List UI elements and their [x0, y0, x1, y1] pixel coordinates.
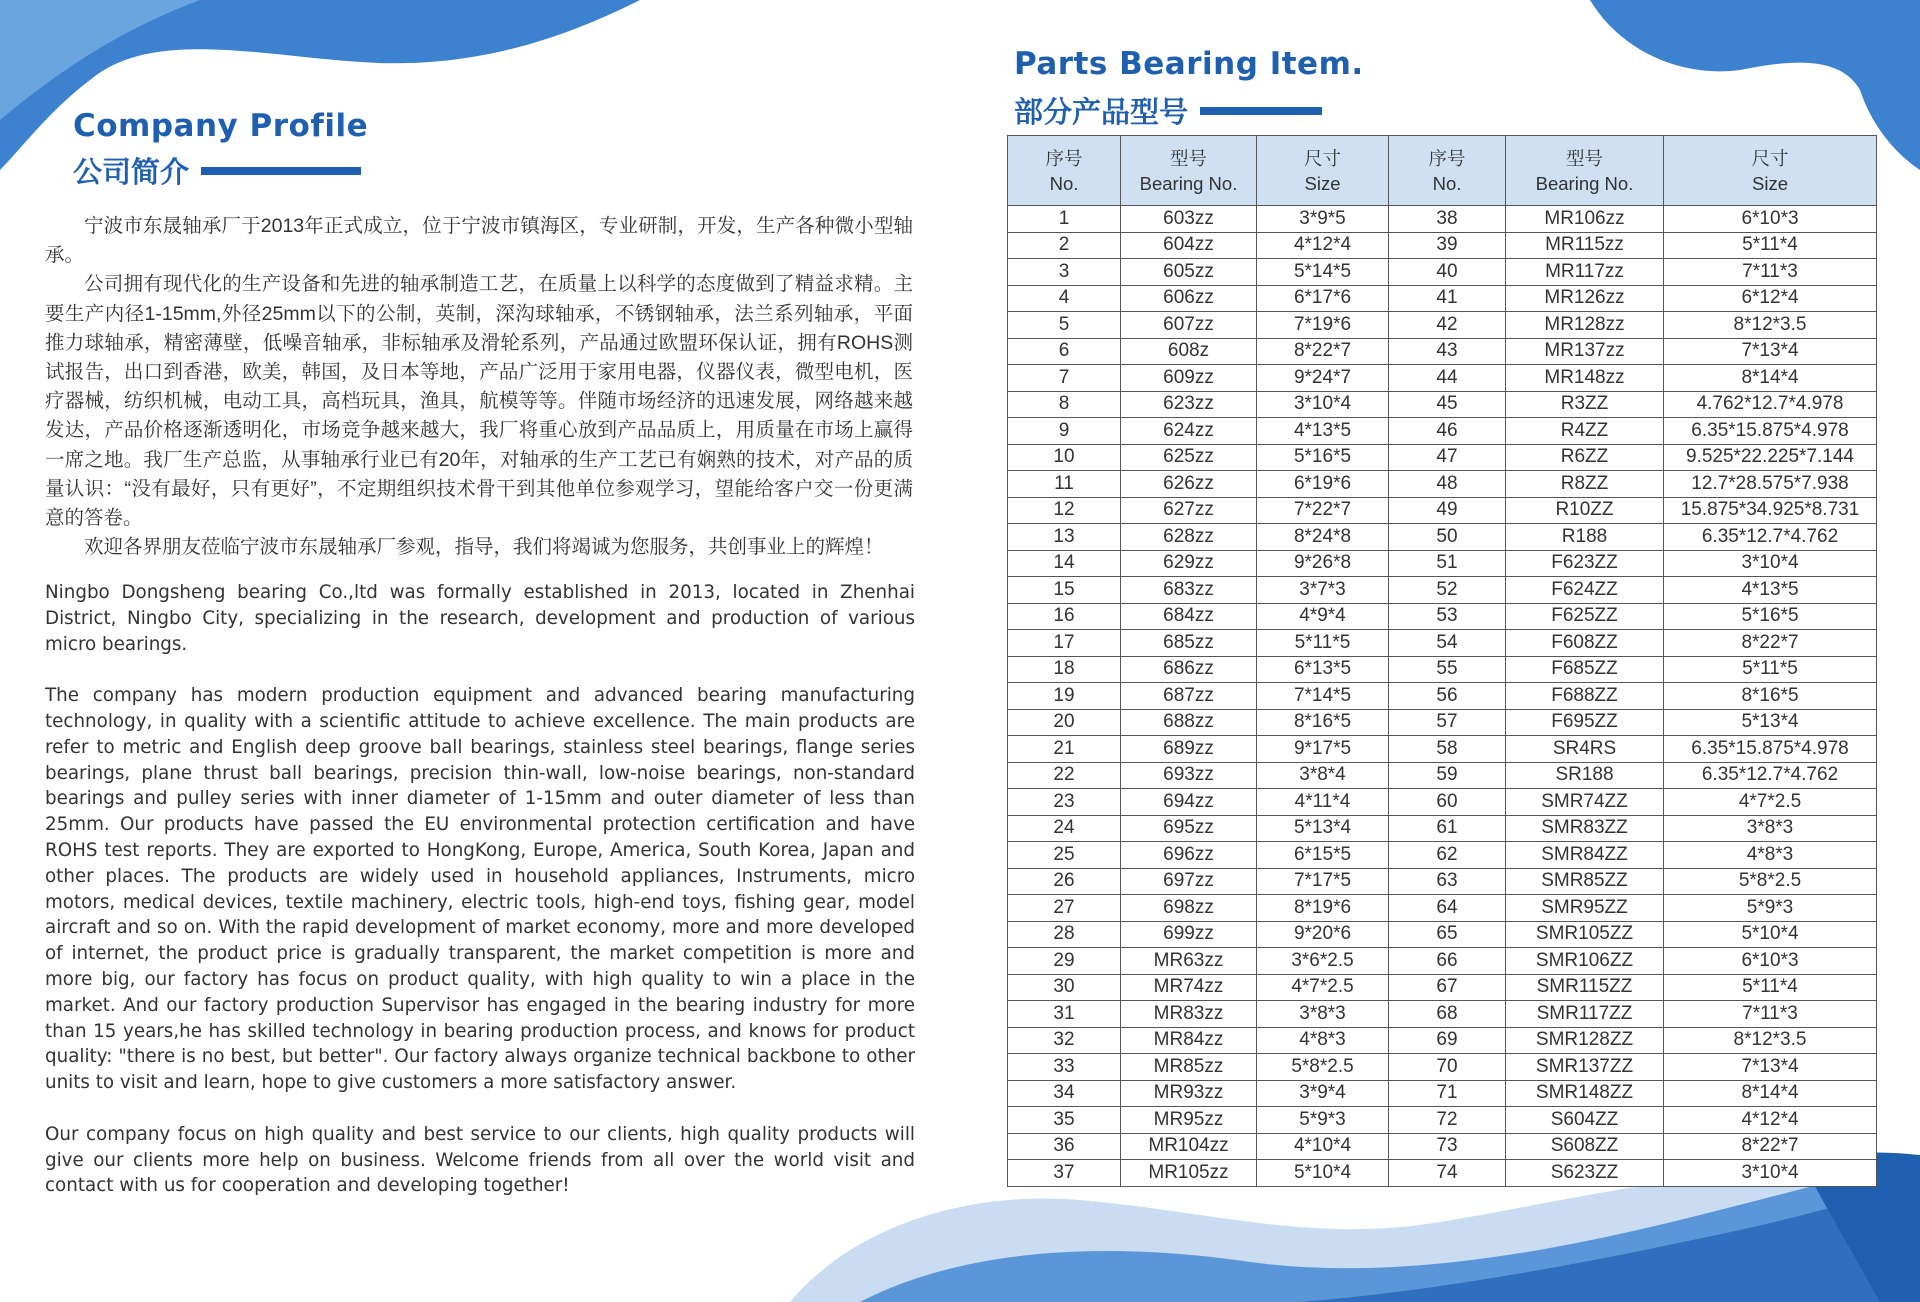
bearing-number-cell: 629zz	[1121, 550, 1257, 577]
bearing-size-cell: 4*13*5	[1664, 577, 1877, 604]
bearing-size-cell: 8*22*7	[1664, 1133, 1877, 1160]
column-header	[1506, 136, 1664, 206]
company-profile-title-cn-text: 公司简介	[73, 157, 190, 189]
row-number-cell: 63	[1389, 868, 1506, 895]
table-row	[1008, 1027, 1877, 1054]
row-number-cell: 30	[1008, 974, 1121, 1001]
bearing-number-cell: S608ZZ	[1506, 1133, 1664, 1160]
table-row	[1008, 815, 1877, 842]
title-underline-bar	[1200, 107, 1322, 115]
column-header-cn: 型号	[1169, 147, 1207, 169]
row-number-cell: 19	[1008, 683, 1121, 710]
bearing-number-cell: 685zz	[1121, 630, 1257, 657]
table-row	[1008, 603, 1877, 630]
table-row	[1008, 418, 1877, 445]
row-number-cell: 65	[1389, 921, 1506, 948]
table-row	[1008, 259, 1877, 286]
row-number-cell: 59	[1389, 762, 1506, 789]
row-number-cell: 37	[1008, 1160, 1121, 1187]
bearing-number-cell: 628zz	[1121, 524, 1257, 551]
row-number-cell: 66	[1389, 948, 1506, 975]
bearing-size-cell: 3*8*3	[1257, 1001, 1389, 1028]
row-number-cell: 24	[1008, 815, 1121, 842]
bearing-number-cell: SMR85ZZ	[1506, 868, 1664, 895]
bearing-number-cell: SR188	[1506, 762, 1664, 789]
bearing-size-cell: 5*13*4	[1664, 709, 1877, 736]
row-number-cell: 60	[1389, 789, 1506, 816]
bearing-size-cell: 6.35*12.7*4.762	[1664, 762, 1877, 789]
en-paragraph: Ningbo Dongsheng bearing Co.,ltd was formally established in 2013, located in Zhenhai District, Ningbo City, specializing in the research, development and production of various micro bearings.	[45, 582, 915, 655]
table-row	[1008, 524, 1877, 551]
bearing-number-cell: SMR83ZZ	[1506, 815, 1664, 842]
bearing-size-cell: 8*22*7	[1257, 338, 1389, 365]
row-number-cell: 5	[1008, 312, 1121, 339]
bearing-size-cell: 6*15*5	[1257, 842, 1389, 869]
bearing-number-cell: 624zz	[1121, 418, 1257, 445]
row-number-cell: 1	[1008, 206, 1121, 233]
bearing-size-cell: 3*7*3	[1257, 577, 1389, 604]
row-number-cell: 64	[1389, 895, 1506, 922]
row-number-cell: 62	[1389, 842, 1506, 869]
table-body	[1008, 206, 1877, 1187]
bearing-number-cell: MR84zz	[1121, 1027, 1257, 1054]
bearing-size-cell: 7*11*3	[1664, 1001, 1877, 1028]
row-number-cell: 36	[1008, 1133, 1121, 1160]
row-number-cell: 20	[1008, 709, 1121, 736]
bearing-size-cell: 4*11*4	[1257, 789, 1389, 816]
row-number-cell: 44	[1389, 365, 1506, 392]
bearing-size-cell: 7*13*4	[1664, 338, 1877, 365]
row-number-cell: 52	[1389, 577, 1506, 604]
bearing-size-cell: 7*13*4	[1664, 1054, 1877, 1081]
table-row	[1008, 365, 1877, 392]
bearing-size-cell: 8*12*3.5	[1664, 312, 1877, 339]
bearing-size-cell: 3*10*4	[1664, 550, 1877, 577]
bearing-size-cell: 9*17*5	[1257, 736, 1389, 763]
bearing-number-cell: MR95zz	[1121, 1107, 1257, 1134]
row-number-cell: 39	[1389, 232, 1506, 259]
table-row	[1008, 1054, 1877, 1081]
table-row	[1008, 762, 1877, 789]
bearing-size-cell: 9.525*22.225*7.144	[1664, 444, 1877, 471]
row-number-cell: 74	[1389, 1160, 1506, 1187]
table-row	[1008, 974, 1877, 1001]
bearing-size-cell: 5*8*2.5	[1664, 868, 1877, 895]
table-row	[1008, 391, 1877, 418]
parts-title-cn	[1014, 90, 1322, 131]
bearing-size-cell: 4*12*4	[1664, 1107, 1877, 1134]
row-number-cell: 41	[1389, 285, 1506, 312]
bearing-size-cell: 3*10*4	[1664, 1160, 1877, 1187]
row-number-cell: 13	[1008, 524, 1121, 551]
bearing-size-cell: 7*19*6	[1257, 312, 1389, 339]
bearing-size-cell: 5*16*5	[1664, 603, 1877, 630]
bearing-size-cell: 5*9*3	[1664, 895, 1877, 922]
bearing-size-cell: 8*14*4	[1664, 1080, 1877, 1107]
column-header-en: No.	[1049, 172, 1079, 194]
row-number-cell: 31	[1008, 1001, 1121, 1028]
row-number-cell: 18	[1008, 656, 1121, 683]
row-number-cell: 21	[1008, 736, 1121, 763]
bearing-size-cell: 9*26*8	[1257, 550, 1389, 577]
column-header	[1257, 136, 1389, 206]
bearing-number-cell: F623ZZ	[1506, 550, 1664, 577]
bearing-number-cell: F624ZZ	[1506, 577, 1664, 604]
bearing-number-cell: MR63zz	[1121, 948, 1257, 975]
bearing-number-cell: S604ZZ	[1506, 1107, 1664, 1134]
bearing-size-cell: 6*19*6	[1257, 471, 1389, 498]
row-number-cell: 70	[1389, 1054, 1506, 1081]
bearing-number-cell: 688zz	[1121, 709, 1257, 736]
row-number-cell: 27	[1008, 895, 1121, 922]
bearing-size-cell: 4*12*4	[1257, 232, 1389, 259]
bearing-number-cell: 608z	[1121, 338, 1257, 365]
row-number-cell: 51	[1389, 550, 1506, 577]
bearing-size-cell: 6*13*5	[1257, 656, 1389, 683]
row-number-cell: 4	[1008, 285, 1121, 312]
row-number-cell: 26	[1008, 868, 1121, 895]
bearing-number-cell: F608ZZ	[1506, 630, 1664, 657]
bearing-number-cell: 627zz	[1121, 497, 1257, 524]
bearing-number-cell: R10ZZ	[1506, 497, 1664, 524]
title-underline-bar	[201, 167, 361, 175]
bearing-number-cell: MR128zz	[1506, 312, 1664, 339]
row-number-cell: 33	[1008, 1054, 1121, 1081]
row-number-cell: 3	[1008, 259, 1121, 286]
bearing-size-cell: 4*8*3	[1664, 842, 1877, 869]
bearing-number-cell: MR85zz	[1121, 1054, 1257, 1081]
bearing-number-cell: 687zz	[1121, 683, 1257, 710]
bearing-number-cell: MR104zz	[1121, 1133, 1257, 1160]
row-number-cell: 8	[1008, 391, 1121, 418]
bearing-size-cell: 9*20*6	[1257, 921, 1389, 948]
bearing-size-cell: 5*16*5	[1257, 444, 1389, 471]
row-number-cell: 35	[1008, 1107, 1121, 1134]
bearing-size-cell: 7*11*3	[1664, 259, 1877, 286]
column-header-en: Bearing No.	[1139, 172, 1238, 194]
table-row	[1008, 1160, 1877, 1187]
table-row	[1008, 736, 1877, 763]
bearing-number-cell: MR93zz	[1121, 1080, 1257, 1107]
bearing-number-cell: S623ZZ	[1506, 1160, 1664, 1187]
row-number-cell: 72	[1389, 1107, 1506, 1134]
table-row	[1008, 471, 1877, 498]
row-number-cell: 28	[1008, 921, 1121, 948]
table-row	[1008, 868, 1877, 895]
bearing-number-cell: MR117zz	[1506, 259, 1664, 286]
row-number-cell: 46	[1389, 418, 1506, 445]
bearing-size-cell: 6*10*3	[1664, 206, 1877, 233]
bearing-number-cell: SMR105ZZ	[1506, 921, 1664, 948]
bearing-size-cell: 6*12*4	[1664, 285, 1877, 312]
parts-table-container	[1007, 135, 1877, 1187]
bearing-size-cell: 8*16*5	[1664, 683, 1877, 710]
bearing-number-cell: 606zz	[1121, 285, 1257, 312]
table-row	[1008, 1001, 1877, 1028]
bearing-number-cell: R3ZZ	[1506, 391, 1664, 418]
bearing-size-cell: 7*14*5	[1257, 683, 1389, 710]
row-number-cell: 25	[1008, 842, 1121, 869]
bearing-number-cell: 605zz	[1121, 259, 1257, 286]
bearing-size-cell: 8*19*6	[1257, 895, 1389, 922]
table-row	[1008, 577, 1877, 604]
column-header-en: Size	[1752, 172, 1788, 194]
column-header-cn: 尺寸	[1751, 147, 1789, 169]
bearing-size-cell: 4*7*2.5	[1257, 974, 1389, 1001]
bearing-number-cell: R6ZZ	[1506, 444, 1664, 471]
bearing-size-cell: 5*11*5	[1664, 656, 1877, 683]
row-number-cell: 68	[1389, 1001, 1506, 1028]
company-profile-en-text	[45, 580, 915, 1225]
bearing-number-cell: 683zz	[1121, 577, 1257, 604]
table-row	[1008, 312, 1877, 339]
parts-title: Parts Bearing Item.	[1014, 46, 1364, 82]
row-number-cell: 61	[1389, 815, 1506, 842]
row-number-cell: 38	[1389, 206, 1506, 233]
bearing-size-cell: 5*11*4	[1664, 232, 1877, 259]
bearing-size-cell: 8*22*7	[1664, 630, 1877, 657]
bearing-size-cell: 6.35*15.875*4.978	[1664, 736, 1877, 763]
column-header-cn: 型号	[1565, 147, 1603, 169]
row-number-cell: 54	[1389, 630, 1506, 657]
table-row	[1008, 444, 1877, 471]
bearing-number-cell: R4ZZ	[1506, 418, 1664, 445]
row-number-cell: 9	[1008, 418, 1121, 445]
bearing-number-cell: 693zz	[1121, 762, 1257, 789]
table-row	[1008, 206, 1877, 233]
table-row	[1008, 1107, 1877, 1134]
row-number-cell: 22	[1008, 762, 1121, 789]
row-number-cell: 29	[1008, 948, 1121, 975]
bearing-size-cell: 12.7*28.575*7.938	[1664, 471, 1877, 498]
bearing-number-cell: 623zz	[1121, 391, 1257, 418]
bearing-number-cell: SMR137ZZ	[1506, 1054, 1664, 1081]
bearing-size-cell: 5*8*2.5	[1257, 1054, 1389, 1081]
bearing-size-cell: 3*9*5	[1257, 206, 1389, 233]
row-number-cell: 15	[1008, 577, 1121, 604]
bearing-number-cell: SMR128ZZ	[1506, 1027, 1664, 1054]
bearing-number-cell: SMR117ZZ	[1506, 1001, 1664, 1028]
table-row	[1008, 232, 1877, 259]
row-number-cell: 53	[1389, 603, 1506, 630]
parts-table	[1007, 135, 1877, 1187]
bearing-number-cell: MR137zz	[1506, 338, 1664, 365]
bearing-size-cell: 4*9*4	[1257, 603, 1389, 630]
bearing-number-cell: 609zz	[1121, 365, 1257, 392]
bearing-size-cell: 3*8*3	[1664, 815, 1877, 842]
bearing-number-cell: 695zz	[1121, 815, 1257, 842]
bearing-size-cell: 8*14*4	[1664, 365, 1877, 392]
bearing-number-cell: R8ZZ	[1506, 471, 1664, 498]
column-header-en: Size	[1304, 172, 1341, 194]
row-number-cell: 32	[1008, 1027, 1121, 1054]
bearing-number-cell: 697zz	[1121, 868, 1257, 895]
table-row	[1008, 656, 1877, 683]
column-header-cn: 尺寸	[1303, 147, 1341, 169]
bearing-number-cell: SMR148ZZ	[1506, 1080, 1664, 1107]
cn-paragraph: 公司拥有现代化的生产设备和先进的轴承制造工艺，在质量上以科学的态度做到了精益求精。主要生产内径1-15mm,外径25mm以下的公制，英制，深沟球轴承，不锈钢轴承，法兰系列轴承，平面推力球轴承，精密薄壁，低噪音轴承，非标轴承及滑轮系列，产品通过欧盟环保认证，拥有ROHS测试报告，出口到香港，欧美，韩国，及日本等地，产品广泛用于家用电器，仪器仪表，微型电机，医疗器械，纺织机械，电动工具，高档玩具，渔具，航模等等。伴随市场经济的迅速发展，网络越来越发达，产品价格逐渐透明化，市场竞争越来越大，我厂将重心放到产品品质上，用质量在市场上赢得一席之地。我厂生产总监，从事轴承行业已有20年，对轴承的生产工艺已有娴熟的技术，对产品的质量认识：“没有最好，只有更好”，不定期组织技术骨干到其他单位参观学习，望能给客户交一份更满意的答卷。	[45, 273, 913, 530]
row-number-cell: 73	[1389, 1133, 1506, 1160]
table-row	[1008, 630, 1877, 657]
row-number-cell: 17	[1008, 630, 1121, 657]
bearing-number-cell: 696zz	[1121, 842, 1257, 869]
row-number-cell: 56	[1389, 683, 1506, 710]
row-number-cell: 57	[1389, 709, 1506, 736]
bearing-number-cell: MR74zz	[1121, 974, 1257, 1001]
table-row	[1008, 895, 1877, 922]
parts-title-cn-text: 部分产品型号	[1014, 97, 1189, 129]
bearing-number-cell: 689zz	[1121, 736, 1257, 763]
bearing-size-cell: 3*10*4	[1257, 391, 1389, 418]
row-number-cell: 69	[1389, 1027, 1506, 1054]
bearing-size-cell: 5*10*4	[1257, 1160, 1389, 1187]
bearing-size-cell: 6*10*3	[1664, 948, 1877, 975]
bearing-size-cell: 9*24*7	[1257, 365, 1389, 392]
cn-paragraph: 宁波市东晟轴承厂于2013年正式成立，位于宁波市镇海区，专业研制，开发，生产各种微小型轴承。	[45, 215, 913, 267]
column-header	[1121, 136, 1257, 206]
bearing-size-cell: 6.35*15.875*4.978	[1664, 418, 1877, 445]
bearing-number-cell: 686zz	[1121, 656, 1257, 683]
cn-paragraph: 欢迎各界朋友莅临宁波市东晟轴承厂参观，指导，我们将竭诚为您服务，共创事业上的辉煌！	[84, 536, 884, 559]
bearing-number-cell: MR148zz	[1506, 365, 1664, 392]
bearing-number-cell: F685ZZ	[1506, 656, 1664, 683]
bearing-number-cell: SMR95ZZ	[1506, 895, 1664, 922]
bearing-size-cell: 7*17*5	[1257, 868, 1389, 895]
column-header-en: Bearing No.	[1535, 172, 1634, 194]
column-header-en: No.	[1432, 172, 1462, 194]
row-number-cell: 6	[1008, 338, 1121, 365]
row-number-cell: 49	[1389, 497, 1506, 524]
table-row	[1008, 550, 1877, 577]
row-number-cell: 12	[1008, 497, 1121, 524]
table-row	[1008, 497, 1877, 524]
bearing-number-cell: F625ZZ	[1506, 603, 1664, 630]
bearing-size-cell: 3*9*4	[1257, 1080, 1389, 1107]
bearing-number-cell: MR115zz	[1506, 232, 1664, 259]
bearing-size-cell: 15.875*34.925*8.731	[1664, 497, 1877, 524]
bearing-number-cell: 684zz	[1121, 603, 1257, 630]
company-profile-title-cn	[73, 150, 361, 191]
table-row	[1008, 789, 1877, 816]
row-number-cell: 10	[1008, 444, 1121, 471]
bearing-number-cell: MR105zz	[1121, 1160, 1257, 1187]
row-number-cell: 67	[1389, 974, 1506, 1001]
table-row	[1008, 842, 1877, 869]
row-number-cell: 23	[1008, 789, 1121, 816]
bearing-number-cell: 694zz	[1121, 789, 1257, 816]
bearing-number-cell: SMR106ZZ	[1506, 948, 1664, 975]
table-row	[1008, 709, 1877, 736]
bearing-number-cell: SMR84ZZ	[1506, 842, 1664, 869]
row-number-cell: 40	[1389, 259, 1506, 286]
company-profile-cn-text	[45, 212, 913, 562]
table-row	[1008, 1133, 1877, 1160]
bearing-number-cell: F688ZZ	[1506, 683, 1664, 710]
bearing-size-cell: 4.762*12.7*4.978	[1664, 391, 1877, 418]
row-number-cell: 7	[1008, 365, 1121, 392]
table-row	[1008, 338, 1877, 365]
bearing-size-cell: 8*16*5	[1257, 709, 1389, 736]
bearing-size-cell: 3*6*2.5	[1257, 948, 1389, 975]
bearing-number-cell: 626zz	[1121, 471, 1257, 498]
bearing-number-cell: F695ZZ	[1506, 709, 1664, 736]
table-header-row	[1008, 136, 1877, 206]
bearing-size-cell: 4*7*2.5	[1664, 789, 1877, 816]
bearing-number-cell: 625zz	[1121, 444, 1257, 471]
en-paragraph: The company has modern production equipment and advanced bearing manufacturing technology, in quality with a scientific attitude to achieve excellence. The main products are refer to metric and English deep groove ball bearings, stainless steel bearings, flange series bearings, plane thrust ball bearings, precision thin-wall, low-noise bearings, non-standard bearings and pulley series with inner diameter of 1-15mm and outer diameter of less than 25mm. Our products have passed the EU environmental protection certification and have ROHS test reports. They are exported to HongKong, Europe, America, South Korea, Japan and other places. The products are widely used in household appliances, Instruments, micro motors, medical devices, textile machinery, electric tools, high-end toys, fishing gear, model aircraft and so on. With the rapid development of market economy, more and more developed of internet, the product price is gradually transparent, the market competition is more and more big, our factory has focus on product quality, with high quality to win a place in the market. And our factory production Supervisor has engaged in the bearing industry for more than 15 years,he has skilled technology in bearing production process, and knows for product quality: "there is no best, but better". Our factory always organize technical backbone to other units to visit and learn, hope to give customers a more satisfactory answer.	[45, 685, 915, 1094]
bearing-number-cell: MR106zz	[1506, 206, 1664, 233]
bearing-size-cell: 8*24*8	[1257, 524, 1389, 551]
bearing-size-cell: 8*12*3.5	[1664, 1027, 1877, 1054]
row-number-cell: 2	[1008, 232, 1121, 259]
column-header-cn: 序号	[1045, 147, 1083, 169]
row-number-cell: 45	[1389, 391, 1506, 418]
bearing-size-cell: 4*13*5	[1257, 418, 1389, 445]
column-header	[1389, 136, 1506, 206]
bearing-number-cell: 607zz	[1121, 312, 1257, 339]
row-number-cell: 48	[1389, 471, 1506, 498]
table-row	[1008, 921, 1877, 948]
row-number-cell: 34	[1008, 1080, 1121, 1107]
table-row	[1008, 683, 1877, 710]
row-number-cell: 58	[1389, 736, 1506, 763]
row-number-cell: 16	[1008, 603, 1121, 630]
bearing-size-cell: 5*14*5	[1257, 259, 1389, 286]
bearing-size-cell: 5*10*4	[1664, 921, 1877, 948]
row-number-cell: 43	[1389, 338, 1506, 365]
table-row	[1008, 1080, 1877, 1107]
row-number-cell: 14	[1008, 550, 1121, 577]
column-header	[1664, 136, 1877, 206]
bearing-size-cell: 5*11*4	[1664, 974, 1877, 1001]
company-profile-title: Company Profile	[73, 108, 369, 144]
row-number-cell: 50	[1389, 524, 1506, 551]
row-number-cell: 42	[1389, 312, 1506, 339]
bearing-size-cell: 5*9*3	[1257, 1107, 1389, 1134]
bearing-size-cell: 5*11*5	[1257, 630, 1389, 657]
column-header	[1008, 136, 1121, 206]
row-number-cell: 55	[1389, 656, 1506, 683]
table-row	[1008, 285, 1877, 312]
bearing-number-cell: 604zz	[1121, 232, 1257, 259]
bearing-size-cell: 7*22*7	[1257, 497, 1389, 524]
bearing-size-cell: 4*10*4	[1257, 1133, 1389, 1160]
column-header-cn: 序号	[1428, 147, 1466, 169]
bearing-number-cell: SMR74ZZ	[1506, 789, 1664, 816]
bearing-number-cell: 699zz	[1121, 921, 1257, 948]
bearing-number-cell: MR126zz	[1506, 285, 1664, 312]
bearing-size-cell: 5*13*4	[1257, 815, 1389, 842]
row-number-cell: 71	[1389, 1080, 1506, 1107]
bearing-size-cell: 3*8*4	[1257, 762, 1389, 789]
en-paragraph: Our company focus on high quality and best service to our clients, high quality products will give our clients more help on business. Welcome friends from all over the world visit and contact with us for cooperation and developing together!	[45, 1123, 915, 1197]
row-number-cell: 11	[1008, 471, 1121, 498]
bearing-number-cell: R188	[1506, 524, 1664, 551]
bearing-size-cell: 6.35*12.7*4.762	[1664, 524, 1877, 551]
bearing-number-cell: SMR115ZZ	[1506, 974, 1664, 1001]
row-number-cell: 47	[1389, 444, 1506, 471]
bearing-number-cell: 698zz	[1121, 895, 1257, 922]
bearing-size-cell: 6*17*6	[1257, 285, 1389, 312]
bearing-number-cell: MR83zz	[1121, 1001, 1257, 1028]
table-row	[1008, 948, 1877, 975]
bearing-number-cell: SR4RS	[1506, 736, 1664, 763]
bearing-number-cell: 603zz	[1121, 206, 1257, 233]
bearing-size-cell: 4*8*3	[1257, 1027, 1389, 1054]
